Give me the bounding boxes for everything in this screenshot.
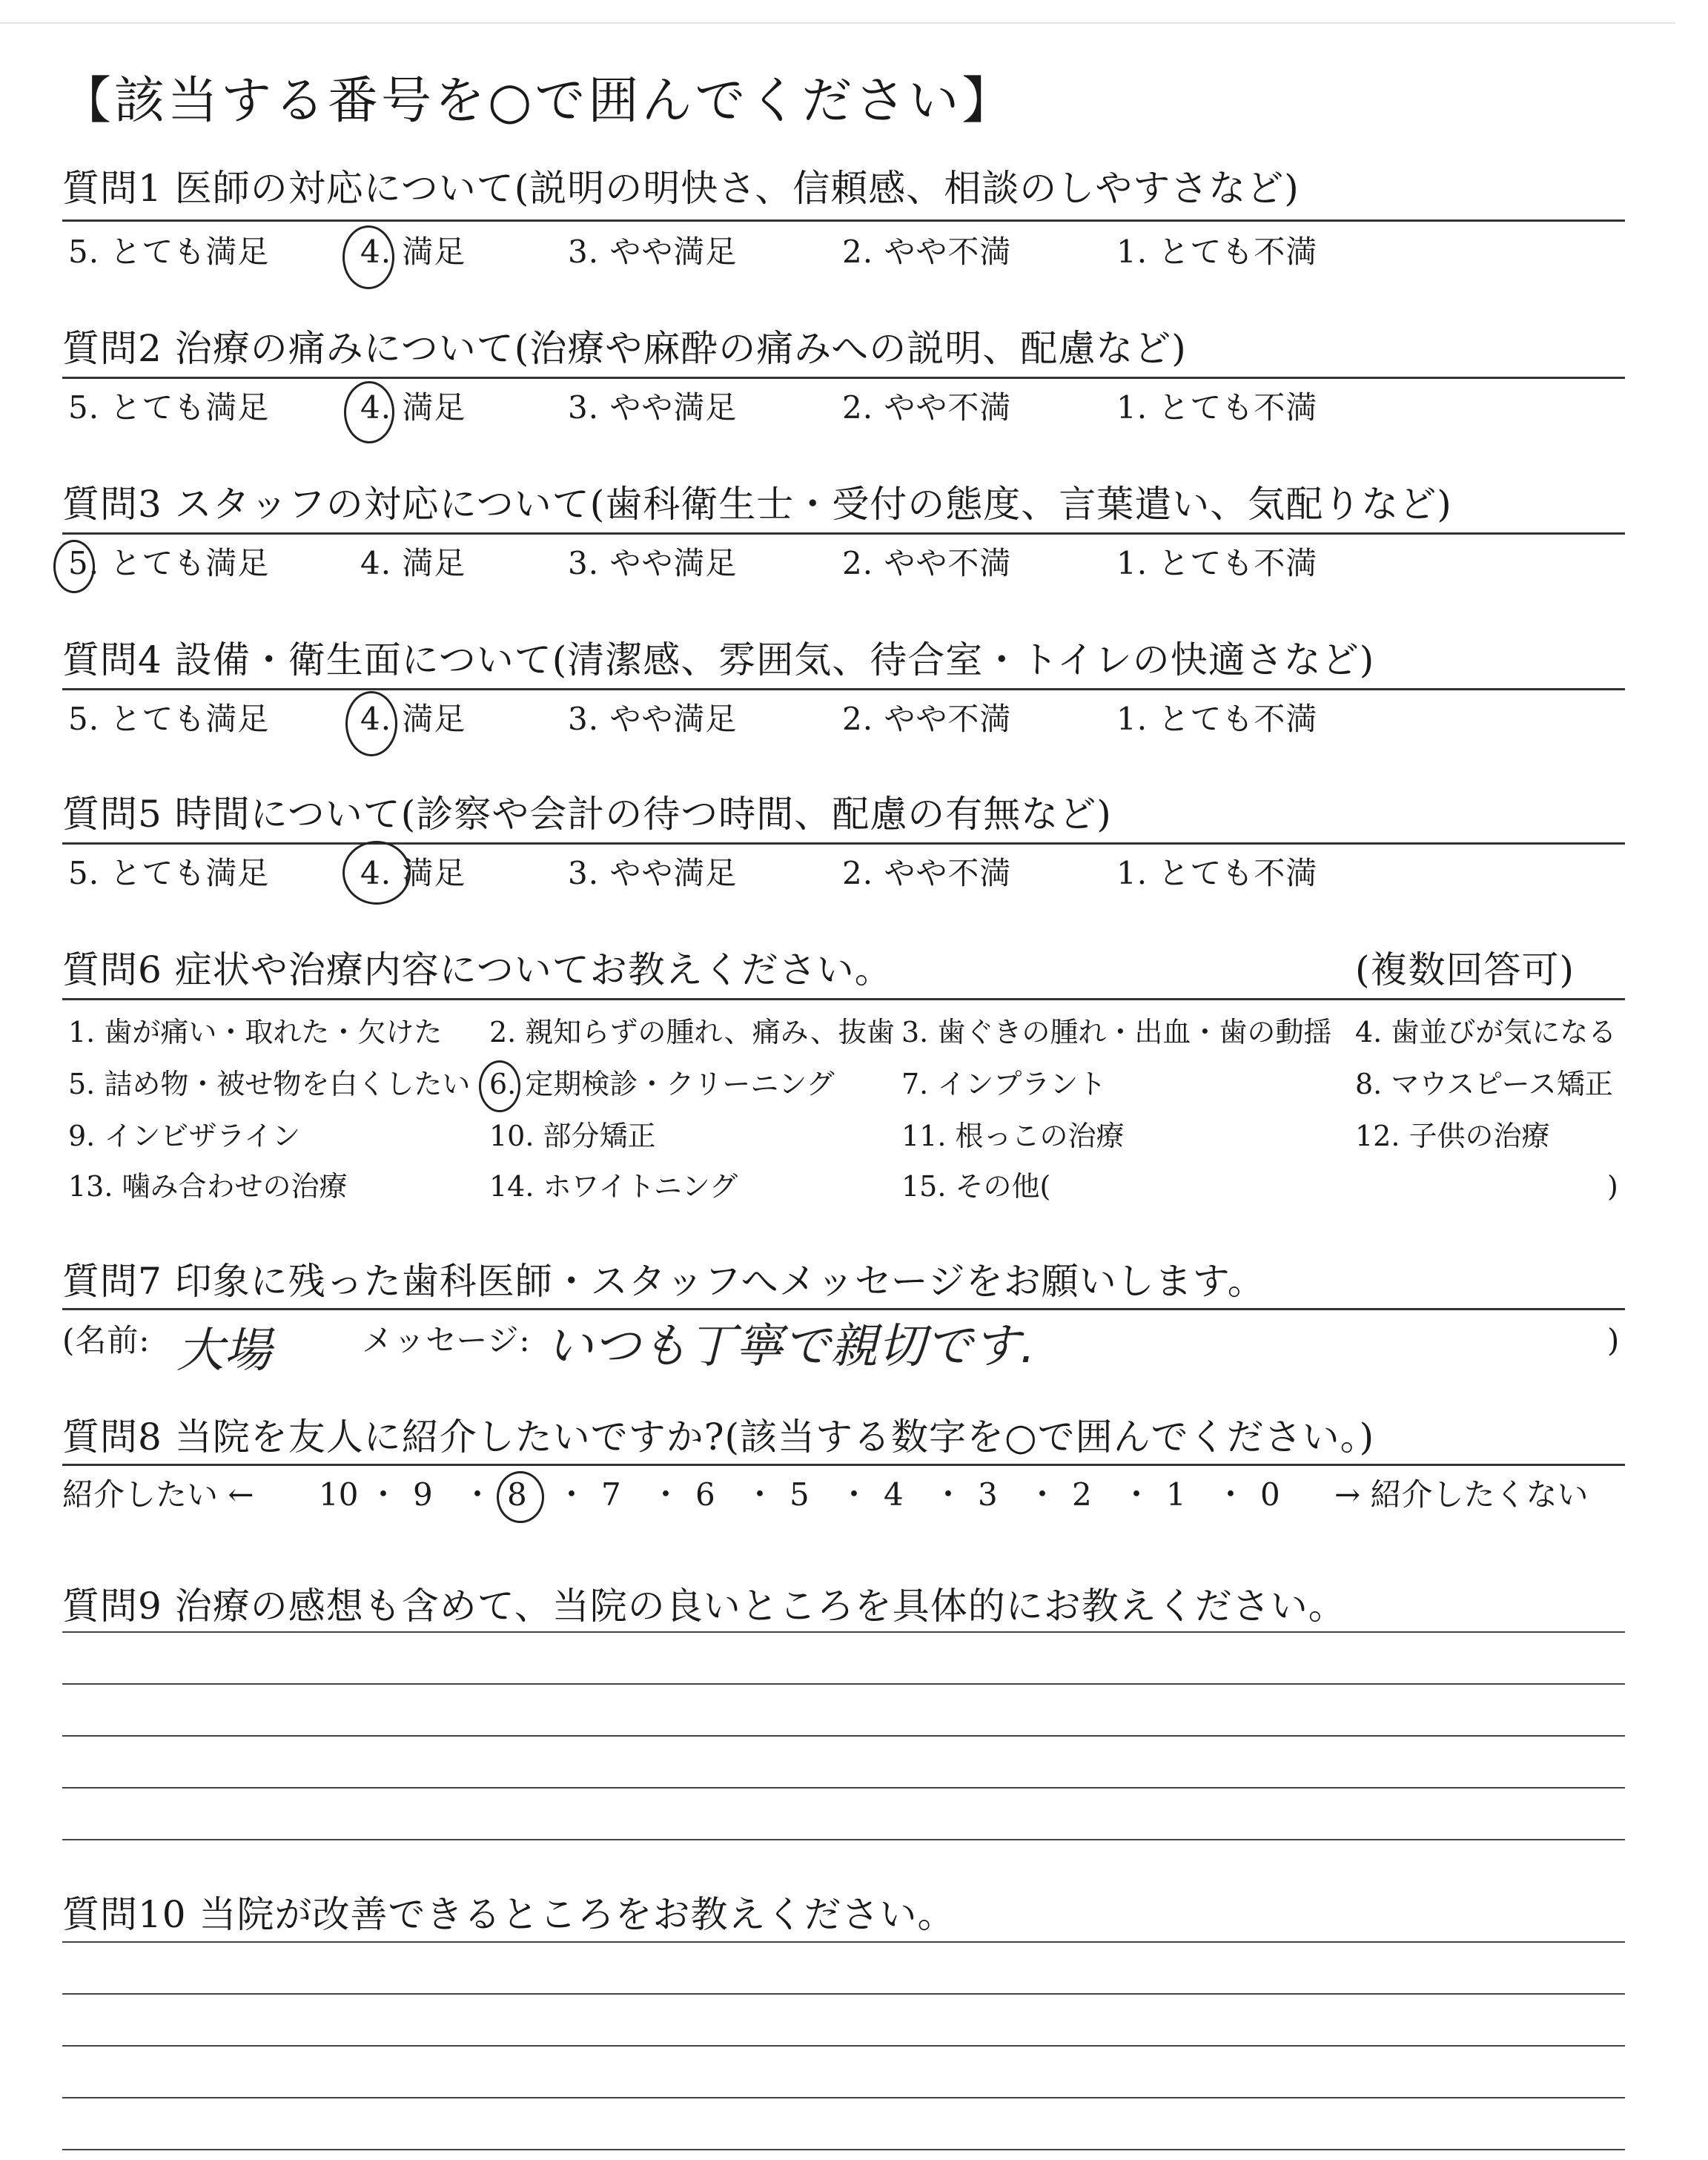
- q7-title: 質問7 印象に残った歯科医師・スタッフへメッセージをお願いします。: [62, 1260, 1265, 1303]
- q6-option-5[interactable]: 5. 詰め物・被せ物を白くしたい: [68, 1068, 471, 1100]
- q8-scale-number[interactable]: 6: [695, 1476, 715, 1513]
- q6-option-13[interactable]: 13. 噛み合わせの治療: [68, 1170, 348, 1203]
- q7-divider: [62, 1308, 1625, 1310]
- q3-option-1[interactable]: 1. とても不満: [1116, 545, 1318, 581]
- q5-option-4[interactable]: 4. 満足: [360, 855, 466, 891]
- q3-divider: [62, 532, 1625, 535]
- q4-option-4[interactable]: 4. 満足: [360, 701, 466, 737]
- q5-option-3[interactable]: 3. やや満足: [568, 855, 738, 891]
- q8-scale-number[interactable]: 8: [507, 1476, 527, 1513]
- q5-option-1[interactable]: 1. とても不満: [1116, 855, 1318, 891]
- q2-option-3[interactable]: 3. やや満足: [568, 389, 738, 426]
- q2-option-1[interactable]: 1. とても不満: [1116, 389, 1318, 426]
- q7-name-label: (名前:: [62, 1322, 150, 1358]
- q6-option-6[interactable]: 6. 定期検診・クリーニング: [489, 1068, 835, 1100]
- q8-scale-number[interactable]: 10: [319, 1476, 359, 1513]
- q6-option-7[interactable]: 7. インプラント: [901, 1068, 1107, 1100]
- q4-option-3[interactable]: 3. やや満足: [568, 701, 738, 737]
- q2-title: 質問2 治療の痛みについて(治療や麻酔の痛みへの説明、配慮など): [62, 327, 1187, 370]
- q10-writing-line[interactable]: [62, 1993, 1625, 1995]
- q6-note: (複数回答可): [1355, 948, 1575, 991]
- q6-option-3[interactable]: 3. 歯ぐきの腫れ・出血・歯の動揺: [901, 1016, 1332, 1048]
- q8-scale-dot: ・: [1121, 1476, 1153, 1513]
- q5-option-5[interactable]: 5. とても満足: [68, 855, 270, 891]
- q9-title: 質問9 治療の感想も含めて、当院の良いところを具体的にお教えください。: [62, 1585, 1346, 1628]
- q5-title: 質問5 時間について(診察や会計の待つ時間、配慮の有無など): [62, 793, 1112, 836]
- scan-edge-line: [0, 22, 1675, 24]
- q6-option-12[interactable]: 12. 子供の治療: [1355, 1120, 1550, 1152]
- q8-scale-number[interactable]: 1: [1166, 1476, 1186, 1513]
- q6-other-close: ): [1607, 1170, 1618, 1203]
- q8-right-label: → 紹介したくない: [1334, 1476, 1589, 1513]
- q6-option-14[interactable]: 14. ホワイトニング: [489, 1170, 738, 1203]
- q8-scale-dot: ・: [368, 1476, 400, 1513]
- q5-option-2[interactable]: 2. やや不満: [842, 855, 1012, 891]
- q7-message-handwritten[interactable]: いつも丁寧で親切です.: [546, 1319, 1036, 1374]
- q9-writing-line[interactable]: [62, 1839, 1625, 1840]
- q8-selection-circle: [497, 1471, 544, 1523]
- q2-option-5[interactable]: 5. とても満足: [68, 389, 270, 426]
- q3-title: 質問3 スタッフの対応について(歯科衛生士・受付の態度、言葉遣い、気配りなど): [62, 483, 1452, 526]
- q5-divider: [62, 842, 1625, 845]
- q3-selection-circle: [53, 540, 95, 593]
- q6-divider: [62, 998, 1625, 1000]
- q3-option-5[interactable]: 5. とても満足: [68, 545, 270, 581]
- q4-divider: [62, 688, 1625, 690]
- q10-writing-line[interactable]: [62, 2097, 1625, 2098]
- q8-scale-dot: ・: [462, 1476, 494, 1513]
- q8-left-label: 紹介したい ←: [62, 1476, 254, 1513]
- q8-scale-dot: ・: [650, 1476, 682, 1513]
- q1-selection-circle: [342, 225, 394, 289]
- q4-option-5[interactable]: 5. とても満足: [68, 701, 270, 737]
- q1-option-1[interactable]: 1. とても不満: [1116, 234, 1318, 270]
- q8-scale-dot: ・: [933, 1476, 964, 1513]
- q4-option-2[interactable]: 2. やや不満: [842, 701, 1012, 737]
- q8-scale-number[interactable]: 7: [601, 1476, 621, 1513]
- q10-writing-line[interactable]: [62, 2149, 1625, 2150]
- q1-option-4[interactable]: 4. 満足: [360, 234, 466, 270]
- q3-option-4[interactable]: 4. 満足: [360, 545, 466, 581]
- q6-option-11[interactable]: 11. 根っこの治療: [901, 1120, 1125, 1152]
- q6-option-2[interactable]: 2. 親知らずの腫れ、痛み、抜歯: [489, 1016, 895, 1048]
- q9-writing-line[interactable]: [62, 1631, 1625, 1633]
- q8-scale-dot: ・: [838, 1476, 870, 1513]
- q9-writing-line[interactable]: [62, 1683, 1625, 1685]
- q1-title: 質問1 医師の対応について(説明の明快さ、信頼感、相談のしやすさなど): [62, 167, 1300, 210]
- q2-selection-circle: [344, 381, 394, 443]
- q4-title: 質問4 設備・衛生面について(清潔感、雰囲気、待合室・トイレの快適さなど): [62, 638, 1375, 681]
- q5-selection-circle: [342, 841, 411, 905]
- q8-scale-dot: ・: [744, 1476, 776, 1513]
- page-header: 【該当する番号を○で囲んでください】: [61, 72, 1016, 131]
- q8-scale-dot: ・: [1215, 1476, 1247, 1513]
- q10-title: 質問10 当院が改善できるところをお教えください。: [62, 1893, 956, 1936]
- q8-scale-number[interactable]: 4: [884, 1476, 904, 1513]
- q6-selection-circle: [479, 1060, 520, 1112]
- q3-option-2[interactable]: 2. やや不満: [842, 545, 1012, 581]
- q1-option-3[interactable]: 3. やや満足: [568, 234, 738, 270]
- q10-writing-line[interactable]: [62, 2045, 1625, 2047]
- q7-message-label: メッセージ:: [362, 1322, 531, 1358]
- q4-option-1[interactable]: 1. とても不満: [1116, 701, 1318, 737]
- q6-option-4[interactable]: 4. 歯並びが気になる: [1355, 1016, 1617, 1048]
- q7-name-handwritten[interactable]: 大場: [176, 1324, 271, 1378]
- q9-writing-line[interactable]: [62, 1735, 1625, 1737]
- q1-option-5[interactable]: 5. とても満足: [68, 234, 270, 270]
- q4-selection-circle: [345, 691, 397, 756]
- q7-close-paren: ): [1607, 1322, 1621, 1358]
- q6-option-15[interactable]: 15. その他(: [901, 1170, 1051, 1203]
- q9-writing-line[interactable]: [62, 1787, 1625, 1789]
- q6-option-10[interactable]: 10. 部分矯正: [489, 1120, 656, 1152]
- q8-scale-number[interactable]: 5: [790, 1476, 810, 1513]
- q8-scale-number[interactable]: 3: [978, 1476, 998, 1513]
- q6-option-9[interactable]: 9. インビザライン: [68, 1120, 301, 1152]
- q6-title: 質問6 症状や治療内容についてお教えください。: [62, 948, 893, 991]
- q10-writing-line[interactable]: [62, 1941, 1625, 1943]
- q1-option-2[interactable]: 2. やや不満: [842, 234, 1012, 270]
- q8-scale-number[interactable]: 9: [413, 1476, 433, 1513]
- q2-divider: [62, 377, 1625, 379]
- q8-title: 質問8 当院を友人に紹介したいですか?(該当する数字を○で囲んでください。): [62, 1416, 1375, 1459]
- q8-scale-number[interactable]: 2: [1072, 1476, 1092, 1513]
- q2-option-2[interactable]: 2. やや不満: [842, 389, 1012, 426]
- q3-option-3[interactable]: 3. やや満足: [568, 545, 738, 581]
- q1-divider: [62, 219, 1625, 222]
- q8-scale-dot: ・: [556, 1476, 588, 1513]
- q2-option-4[interactable]: 4. 満足: [360, 389, 466, 426]
- q8-scale-dot: ・: [1027, 1476, 1059, 1513]
- q8-scale-number[interactable]: 0: [1260, 1476, 1280, 1513]
- q6-option-8[interactable]: 8. マウスピース矯正: [1355, 1068, 1613, 1100]
- q6-option-1[interactable]: 1. 歯が痛い・取れた・欠けた: [68, 1016, 443, 1048]
- q8-divider: [62, 1464, 1625, 1466]
